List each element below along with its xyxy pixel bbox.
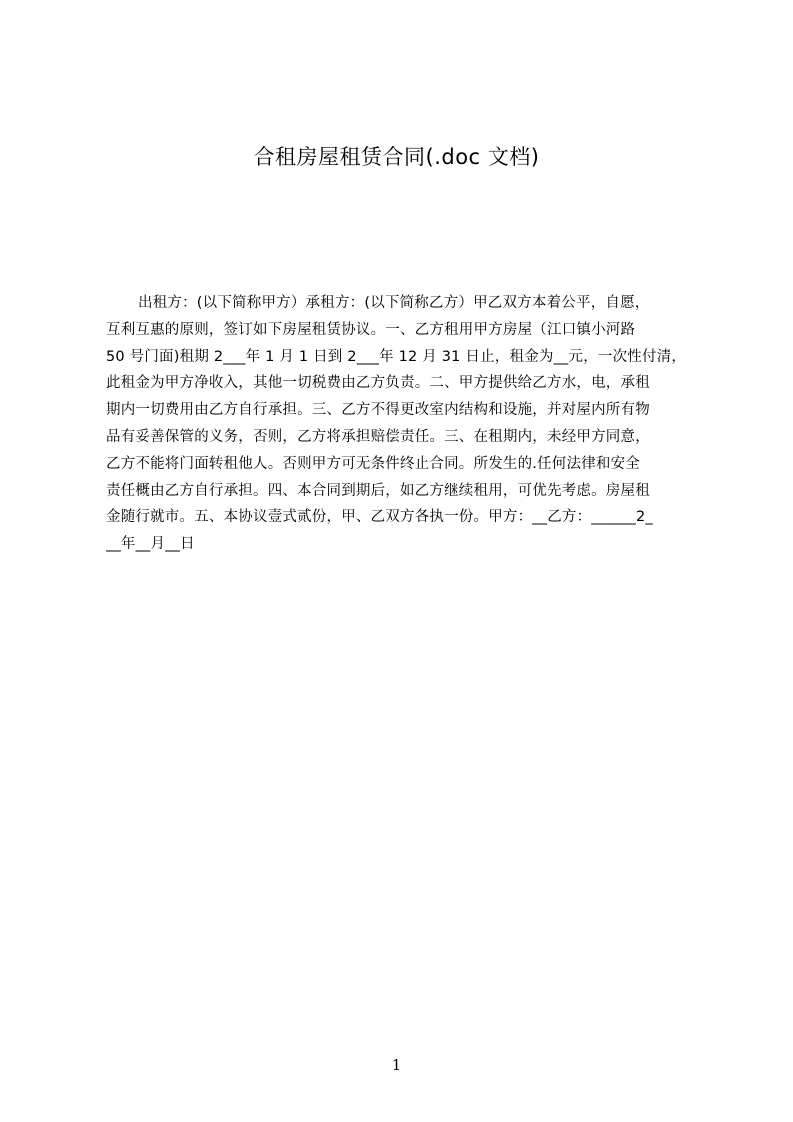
body-line: __年__月__日: [106, 536, 195, 553]
body-line: 金随行就市。五、本协议壹式贰份，甲、乙双方各执一份。甲方：__乙方：______2_: [106, 509, 653, 526]
body-line: 期内一切费用由乙方自行承担。三、乙方不得更改室内结构和设施，并对屋内所有物: [106, 402, 650, 419]
body-line: 责任概由乙方自行承担。四、本合同到期后，如乙方继续租用，可优先考虑。房屋租: [106, 482, 650, 499]
body-line: 出租方：(以下简称甲方）承租方：(以下简称乙方）甲乙双方本着公平，自愿，: [138, 295, 650, 311]
document-body: [106, 290, 699, 558]
body-line: 互利互惠的原则，签订如下房屋租赁协议。一、乙方租用甲方房屋（江口镇小河路: [106, 321, 636, 338]
body-line: 乙方不能将门面转租他人。否则甲方可无条件终止合同。所发生的.任何法律和安全: [106, 455, 641, 472]
document-title: 合租房屋租赁合同(.doc 文档): [253, 145, 540, 169]
body-line: 品有妥善保管的义务，否则，乙方将承担赔偿责任。三、在租期内，未经甲方同意，: [106, 428, 650, 445]
body-line: 此租金为甲方净收入，其他一切税费由乙方负责。二、甲方提供给乙方水，电，承租: [106, 375, 650, 392]
body-line: 50 号门面)租期 2___年 1 月 1 日到 2___年 12 月 31 日止，租金为__元，一次性付清，: [106, 348, 687, 365]
page-number: 1: [391, 1056, 402, 1074]
